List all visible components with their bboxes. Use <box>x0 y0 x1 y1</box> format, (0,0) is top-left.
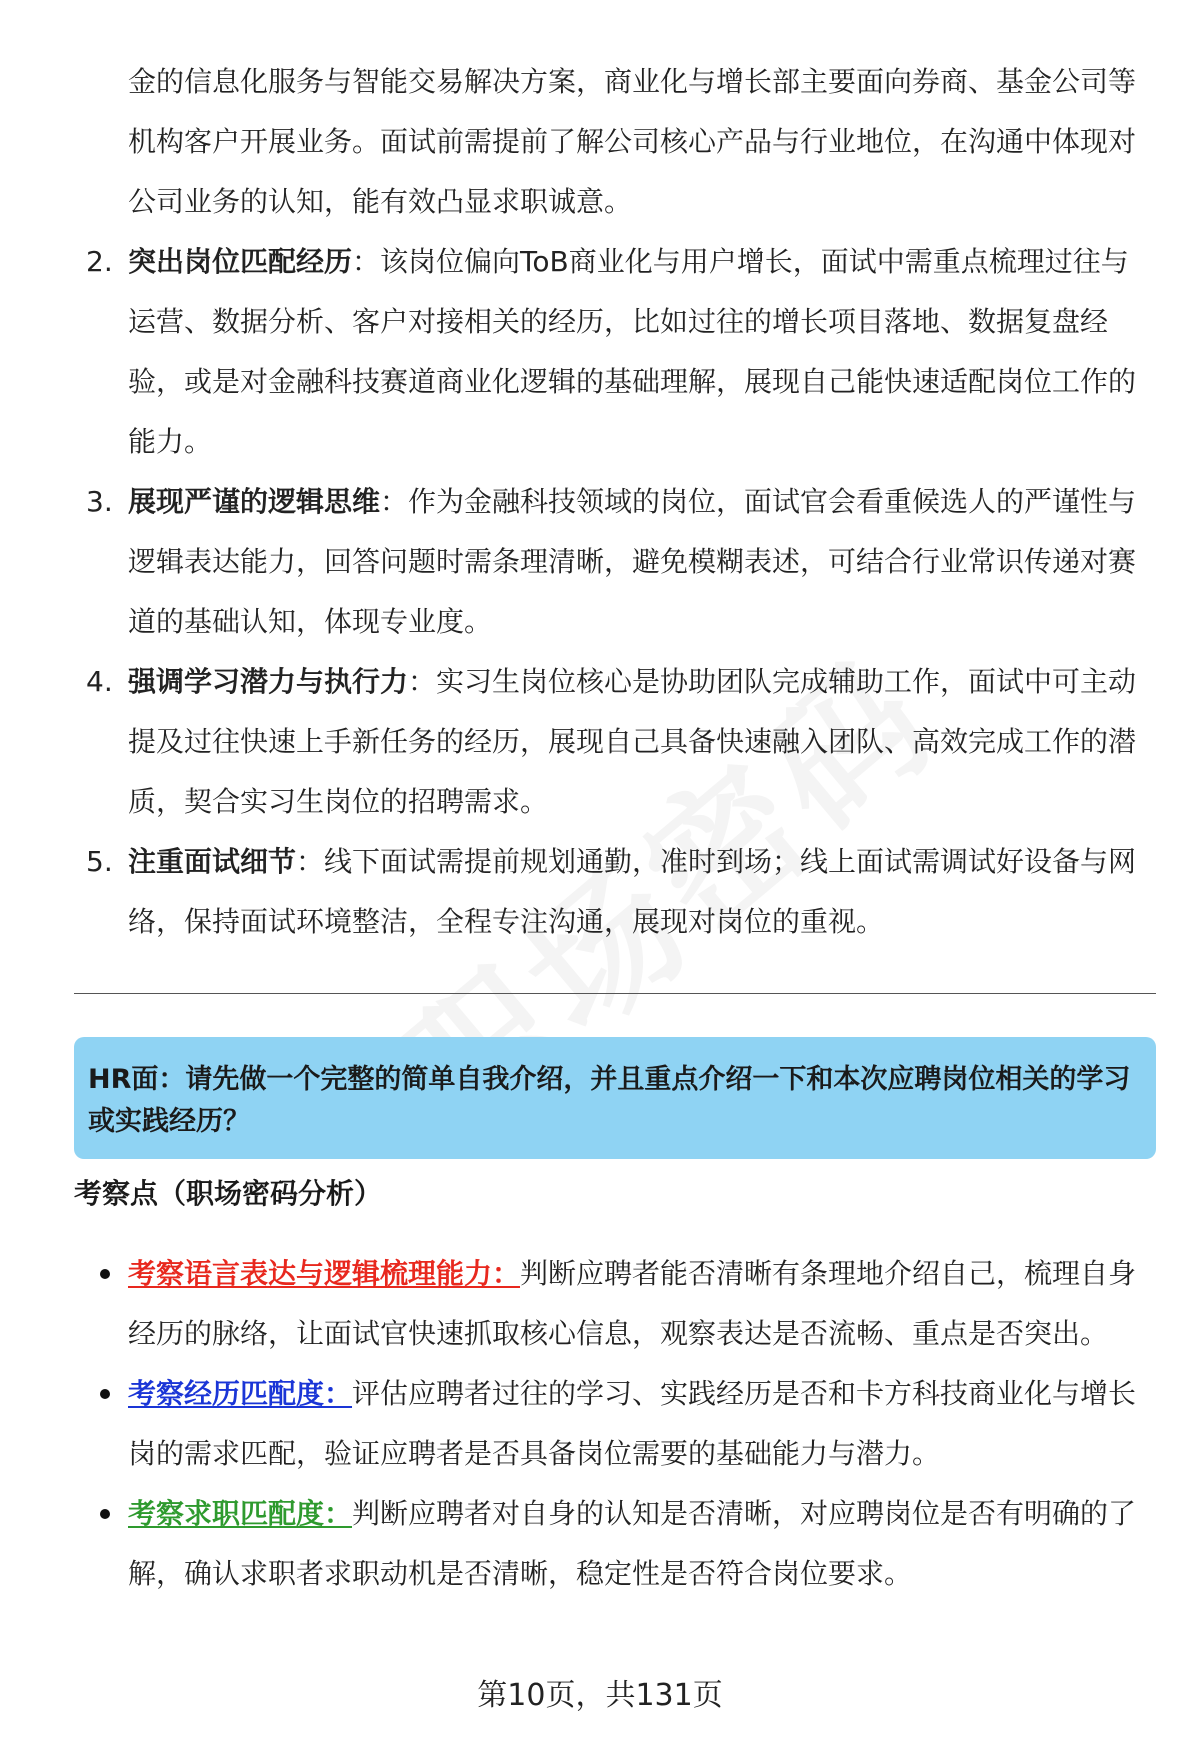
bullet-icon <box>100 1389 110 1399</box>
item-text: ：线下面试需提前规划通勤，准时到场；线上面试需调试好设备与网络，保持面试环境整洁，全程专注沟通，展现对岗位的重视。 <box>128 845 1137 938</box>
point-label: 考察求职匹配度： <box>128 1497 353 1530</box>
item-title: 突出岗位匹配经历 <box>128 245 353 278</box>
item-number: 3. <box>86 485 113 518</box>
intro-continuation: 金的信息化服务与智能交易解决方案，商业化与增长部主要面向券商、基金公司等机构客户开展业务。面试前需提前了解公司核心产品与行业地位，在沟通中体现对公司业务的认知，能有效凸显求职诚意。 <box>128 65 1137 218</box>
tips-list <box>76 232 1138 952</box>
point-text: 评估应聘者过往的学习、实践经历是否和卡方科技商业化与增长岗的需求匹配，验证应聘者是否具备岗位需要的基础能力与潜力。 <box>128 1377 1137 1470</box>
item-title: 展现严谨的逻辑思维 <box>128 485 381 518</box>
list-item <box>100 1484 1152 1604</box>
analysis-points <box>100 1244 1152 1604</box>
bullet-icon <box>100 1509 110 1519</box>
bullet-icon <box>100 1269 110 1279</box>
list-item <box>76 832 1138 952</box>
point-text: 判断应聘者对自身的认知是否清晰，对应聘岗位是否有明确的了解，确认求职者求职动机是否清晰，稳定性是否符合岗位要求。 <box>128 1497 1137 1590</box>
point-text: 判断应聘者能否清晰有条理地介绍自己，梳理自身经历的脉络，让面试官快速抓取核心信息，观察表达是否流畅、重点是否突出。 <box>128 1257 1137 1350</box>
list-item <box>100 1364 1152 1484</box>
item-title: 强调学习潜力与执行力 <box>128 665 409 698</box>
list-item <box>76 652 1138 832</box>
list-item <box>100 1244 1152 1364</box>
section-title: 考察点（职场密码分析） <box>74 1177 383 1210</box>
list-item <box>76 232 1138 472</box>
page-number: 第10页，共131页 <box>477 1678 723 1713</box>
item-text: ：作为金融科技领域的岗位，面试官会看重候选人的严谨性与逻辑表达能力，回答问题时需条理清晰，避免模糊表述，可结合行业常识传递对赛道的基础认知，体现专业度。 <box>128 485 1137 638</box>
section-divider <box>74 993 1156 994</box>
list-item <box>76 472 1138 652</box>
item-title: 注重面试细节 <box>128 845 297 878</box>
item-number: 5. <box>86 845 113 878</box>
question-box: HR面：请先做一个完整的简单自我介绍，并且重点介绍一下和本次应聘岗位相关的学习或实践经历？ <box>74 1037 1156 1159</box>
item-number: 4. <box>86 665 113 698</box>
item-text: ：该岗位偏向ToB商业化与用户增长，面试中需重点梳理过往与运营、数据分析、客户对接相关的经历，比如过往的增长项目落地、数据复盘经验，或是对金融科技赛道商业化逻辑的基础理解，展现自己能快速适配岗位工作的能力。 <box>128 245 1137 458</box>
item-text: ：实习生岗位核心是协助团队完成辅助工作，面试中可主动提及过往快速上手新任务的经历，展现自己具备快速融入团队、高效完成工作的潜质，契合实习生岗位的招聘需求。 <box>128 665 1137 818</box>
point-label: 考察语言表达与逻辑梳理能力： <box>128 1257 521 1290</box>
item-number: 2. <box>86 245 113 278</box>
point-label: 考察经历匹配度： <box>128 1377 353 1410</box>
